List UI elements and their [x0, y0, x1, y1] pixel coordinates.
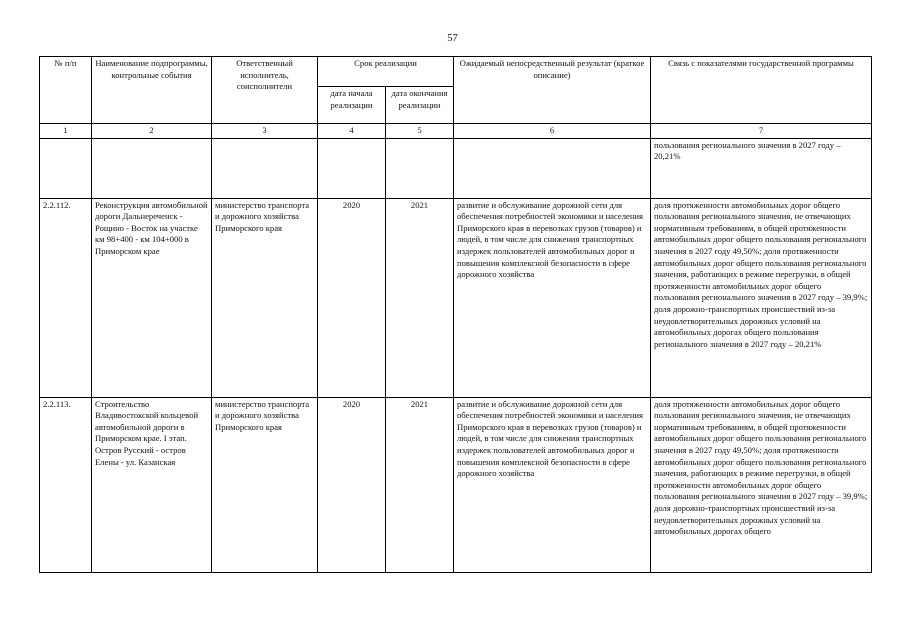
- column-number-row: [40, 124, 872, 139]
- row-result: развитие и обслуживание дорожной сети для обеспечения потребностей экономики и населения Приморского края в перевозках грузов (товаров) и людей, в том числе для снижения транспортных издержек пользователей автомобильных дорог и повышения комплексной безопасности в сфере дорожного хозяйства: [454, 397, 651, 572]
- row-start-year: 2020: [318, 198, 386, 397]
- col-number: 3: [212, 124, 318, 139]
- table-row: [40, 397, 872, 572]
- header-executor: Ответственный исполнитель, соисполнители: [212, 57, 318, 124]
- row-result: [454, 138, 651, 198]
- row-end-year: 2021: [386, 198, 454, 397]
- row-start-year: 2020: [318, 397, 386, 572]
- col-number: 7: [651, 124, 872, 139]
- program-table: [39, 56, 872, 573]
- row-executor: министерство транспорта и дорожного хозяйства Приморского края: [212, 198, 318, 397]
- header-num: № п/п: [40, 57, 92, 124]
- header-period: Срок реализации: [318, 57, 454, 87]
- row-name: Строительство Владивостокской кольцевой автомобильной дороги в Приморском крае. I этап. Остров Русский - остров Елены - ул. Казанская: [92, 397, 212, 572]
- page-number: 57: [447, 33, 458, 44]
- row-end-year: [386, 138, 454, 198]
- header-link: Связь с показателями государственной программы: [651, 57, 872, 124]
- header-result: Ожидаемый непосредственный результат (краткое описание): [454, 57, 651, 124]
- row-result: развитие и обслуживание дорожной сети для обеспечения потребностей экономики и населения Приморского края в перевозках грузов (товаров) и людей, в том числе для снижения транспортных издержек пользователей автомобильных дорог и повышения комплексной безопасности в сфере дорожного хозяйства: [454, 198, 651, 397]
- row-number: [40, 138, 92, 198]
- header-start-date: дата начала реализации: [318, 87, 386, 124]
- row-name: Реконструкция автомобильной дороги Дальнереченск - Рощино - Восток на участке км 98+400 - км 104+000 в Приморском крае: [92, 198, 212, 397]
- row-executor: министерство транспорта и дорожного хозяйства Приморского края: [212, 397, 318, 572]
- col-number: 4: [318, 124, 386, 139]
- header-row: [40, 57, 872, 87]
- row-link: доля протяженности автомобильных дорог общего пользования регионального значения, не отвечающих нормативным требованиям, в общей протяженности автомобильных дорог общего пользования регионального значения в 2027 году 49,50%; доля протяженности автомобильных дорог общего пользования регионального значения, работающих в режиме перегрузки, в общей протяженности автомобильных дорог общего пользования регионального значения в 2027 году – 39,9%; доля дорожно-транспортных происшествий из-за неудовлетворительных дорожных условий на автомобильных дорогах общего: [651, 397, 872, 572]
- header-name: Наименование подпрограммы, контрольные события: [92, 57, 212, 124]
- row-link: пользования регионального значения в 2027 году – 20,21%: [651, 138, 872, 198]
- col-number: 6: [454, 124, 651, 139]
- row-number: 2.2.113.: [40, 397, 92, 572]
- row-name: [92, 138, 212, 198]
- table-row: [40, 198, 872, 397]
- row-number: 2.2.112.: [40, 198, 92, 397]
- row-executor: [212, 138, 318, 198]
- col-number: 1: [40, 124, 92, 139]
- row-end-year: 2021: [386, 397, 454, 572]
- table-row: [40, 138, 872, 198]
- header-end-date: дата окончания реализации: [386, 87, 454, 124]
- col-number: 2: [92, 124, 212, 139]
- row-start-year: [318, 138, 386, 198]
- col-number: 5: [386, 124, 454, 139]
- row-link: доля протяженности автомобильных дорог общего пользования регионального значения, не отвечающих нормативным требованиям, в общей протяженности автомобильных дорог общего пользования регионального значения в 2027 году 49,50%; доля протяженности автомобильных дорог общего пользования регионального значения, работающих в режиме перегрузки, в общей протяженности автомобильных дорог общего пользования регионального значения в 2027 году – 39,9%; доля дорожно-транспортных происшествий из-за неудовлетворительных дорожных условий на автомобильных дорогах общего пользования регионального значения в 2027 году – 20,21%: [651, 198, 872, 397]
